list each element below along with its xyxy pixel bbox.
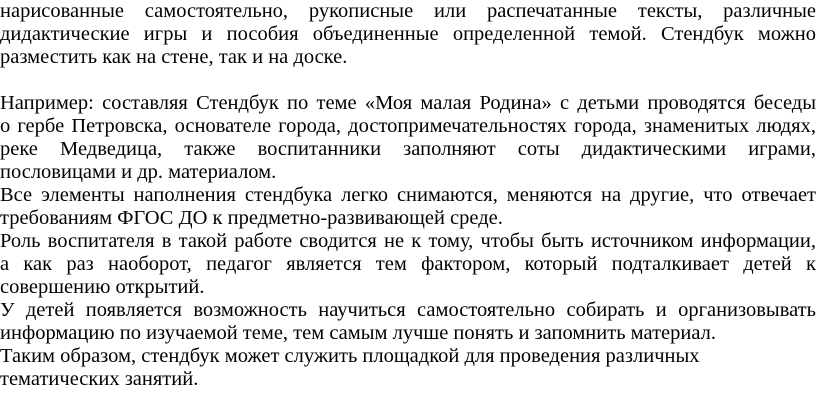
text-line: а как раз наоборот, педагог является тем фактором, который подталкивает детей к (0, 253, 816, 275)
text-line: Таким образом, стендбук может служить площадкой для проведения различных (0, 345, 700, 367)
text-line: дидактические игры и пособия объединенные определенной темой. Стендбук можно (0, 23, 816, 45)
text-line: У детей появляется возможность научиться самостоятельно собирать и организовывать (0, 299, 816, 321)
text-line: тематических занятий. (0, 368, 199, 390)
text-line: информацию по изучаемой теме, тем самым лучше понять и запомнить материал. (0, 322, 716, 344)
text-line: Например: составляя Стендбук по теме «Моя малая Родина» с детьми проводятся беседы (0, 92, 816, 114)
text-line: требованиям ФГОС ДО к предметно-развивающей среде. (0, 207, 503, 229)
text-line: совершению открытий. (0, 276, 205, 298)
text-line: реке Медведица, также воспитанники заполняют соты дидактическими играми, (0, 138, 816, 160)
text-line: о гербе Петровска, основателе города, достопримечательностях города, знаменитых людях, (0, 115, 816, 137)
text-line: нарисованные самостоятельно, рукописные или распечатанные тексты, различные (0, 0, 816, 22)
text-line: Все элементы наполнения стендбука легко снимаются, меняются на другие, что отвечает (0, 184, 816, 206)
text-line: пословицами и др. материалом. (0, 161, 277, 183)
text-line: Роль воспитателя в такой работе сводится не к тому, чтобы быть источником информации, (0, 230, 816, 252)
text-line: разместить как на стене, так и на доске. (0, 46, 348, 68)
